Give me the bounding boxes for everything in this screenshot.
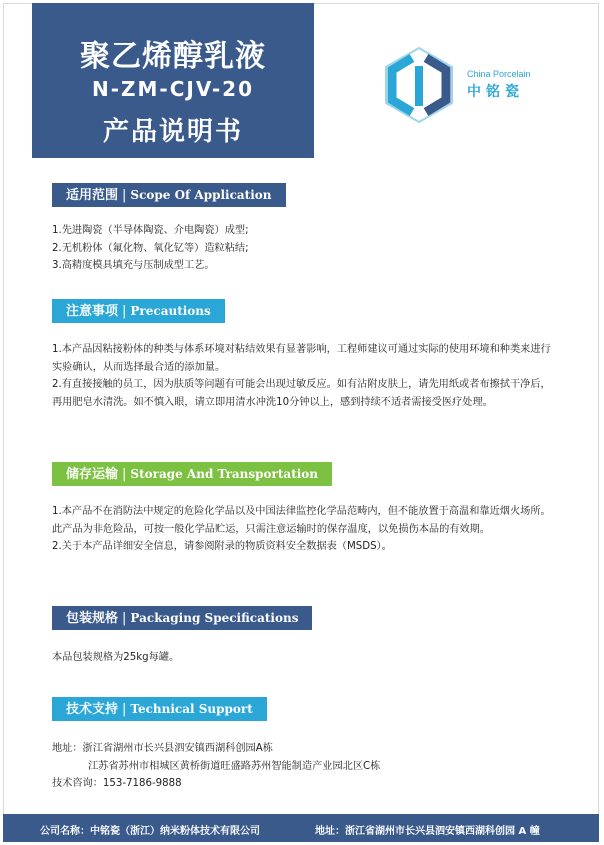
section-title-cn: 适用范围 [66, 188, 119, 203]
section-title-en: Technical Support [130, 702, 253, 716]
section-header-packaging: 包装规格 | Packaging Specifications [52, 606, 312, 630]
section-title-cn: 储存运输 [66, 467, 119, 482]
company-logo-icon [378, 44, 460, 126]
product-name: 聚乙烯醇乳液 [80, 39, 266, 74]
support-body [52, 740, 552, 793]
precautions-body [52, 341, 552, 411]
packaging-line: 本品包装规格为25kg每罐。 [52, 652, 180, 663]
product-code: N-ZM-CJV-20 [91, 77, 255, 101]
logo-english-name: China Porcelain [467, 69, 531, 79]
support-address-1: 地址：浙江省湖州市长兴县泗安镇西湖科创园A栋 [52, 743, 273, 754]
scope-body [52, 222, 552, 275]
section-header-storage: 储存运输 | Storage And Transportation [52, 462, 332, 486]
section-title-en: Storage And Transportation [130, 467, 319, 481]
scope-line: 1.先进陶瓷（半导体陶瓷、介电陶瓷）成型; [52, 225, 249, 236]
storage-paragraph: 2.关于本产品详细安全信息，请参阅附录的物质资料安全数据表（MSDS）。 [52, 541, 392, 553]
section-header-scope: 适用范围 | Scope Of Application [52, 183, 286, 207]
section-title-en: Precautions [130, 304, 211, 318]
section-header-support: 技术支持 | Technical Support [52, 697, 267, 721]
section-title-cn: 技术支持 [66, 702, 119, 717]
scope-line: 2.无机粉体（氟化物、氧化钇等）造粒粘结; [52, 242, 249, 254]
precaution-paragraph: 2.有直接接触的员工，因为肤质等问题有可能会出现过敏反应。如有沾附皮肤上，请先用纸或者布擦拭干净后，再用肥皂水清洗。如不慎入眼，请立即用清水冲洗10分钟以上，感到持续不适者需接受医疗处理。 [52, 379, 551, 408]
section-title-en: Packaging Specifications [130, 611, 299, 625]
footer-company: 公司名称：中铭瓷（浙江）纳米粉体技术有限公司 [40, 826, 260, 837]
storage-body [52, 503, 552, 556]
support-address-2: 江苏省苏州市相城区黄桥街道旺盛路苏州智能制造产业园北区C栋 [88, 760, 381, 772]
logo-chinese-name: 中铭瓷 [467, 84, 524, 100]
footer-bar [3, 814, 599, 842]
section-header-precautions: 注意事项 | Precautions [52, 299, 225, 323]
packaging-body [52, 649, 552, 667]
footer-address: 地址：浙江省湖州市长兴县泗安镇西湖科创园 A 幢 [315, 826, 540, 837]
document-type: 产品说明书 [102, 117, 243, 147]
support-phone: 技术咨询：153-7186-9888 [52, 778, 182, 790]
section-title-cn: 注意事项 [66, 304, 119, 319]
title-block [32, 3, 314, 158]
scope-line: 3.高精度模具填充与压制成型工艺。 [52, 260, 215, 272]
section-title-cn: 包装规格 [66, 611, 119, 626]
storage-paragraph: 1.本产品不在消防法中规定的危险化学品以及中国法律监控化学品范畴内，但不能放置于高温和靠近烟火场所。此产品为非危险品，可按一般化学品贮运，只需注意运输时的保存温度，以免损伤本品的有效期。 [52, 506, 551, 535]
precaution-paragraph: 1.本产品因粘接粉体的种类与体系环境对粘结效果有显著影响，工程师建议可通过实际的使用环境和种类来进行实验确认，从而选择最合适的添加量。 [52, 344, 551, 373]
section-title-en: Scope Of Application [130, 188, 272, 202]
